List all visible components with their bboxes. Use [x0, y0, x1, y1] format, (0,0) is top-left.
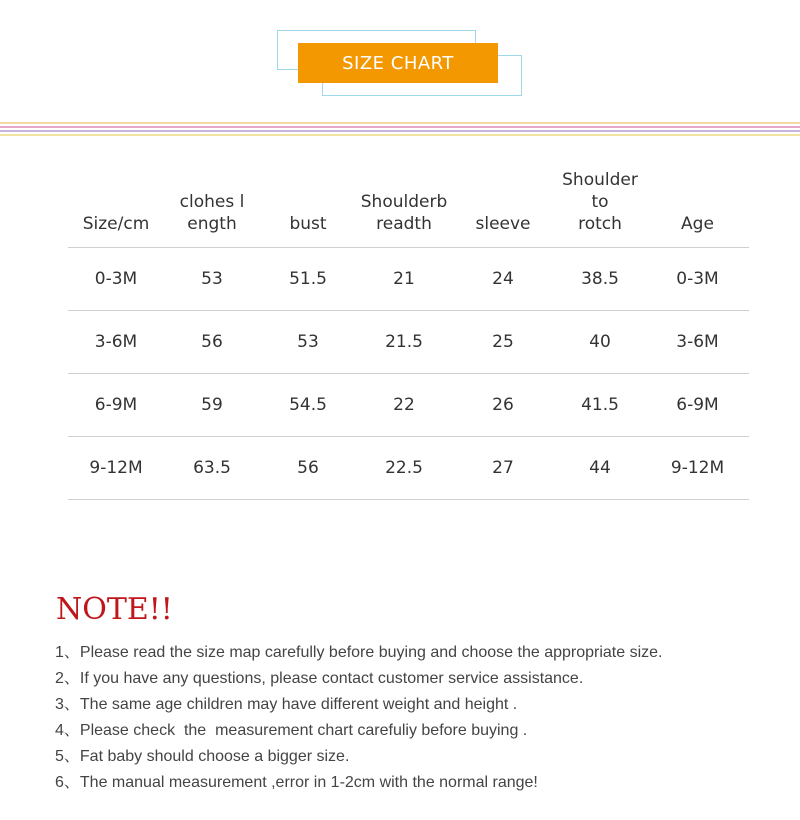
cell-sleeve: 27	[492, 458, 514, 478]
cell-size: 3-6M	[94, 332, 138, 352]
stripe-yellow	[0, 134, 800, 136]
size-chart-badge: SIZE CHART	[298, 43, 498, 83]
cell-clothes-length: 53	[201, 269, 223, 289]
header-shoulder-breadth: Shoulderb readth	[360, 192, 448, 234]
header-size: Size/cm	[82, 214, 150, 234]
cell-clothes-length: 59	[201, 395, 223, 415]
cell-bust: 53	[297, 332, 319, 352]
cell-shoulder-breadth: 22.5	[385, 458, 423, 478]
cell-shoulder-to-crotch: 41.5	[581, 395, 619, 415]
note-item: 5、Fat baby should choose a bigger size.	[55, 748, 350, 765]
note-item: 4、Please check the measurement chart carefuliy before buying .	[55, 722, 528, 739]
table-row	[68, 311, 749, 374]
header-shoulder-to-crotch: Shoulder to rotch	[562, 170, 638, 234]
note-item: 3、The same age children may have different weight and height .	[55, 696, 518, 713]
cell-age: 9-12M	[670, 458, 725, 478]
note-title: NOTE!!	[56, 592, 173, 627]
cell-sleeve: 24	[492, 269, 514, 289]
stripe-pink	[0, 126, 800, 128]
size-table	[68, 170, 749, 500]
cell-age: 0-3M	[676, 269, 719, 289]
cell-size: 9-12M	[89, 458, 143, 478]
cell-shoulder-breadth: 21	[393, 269, 415, 289]
table-row	[68, 374, 749, 437]
cell-clothes-length: 56	[201, 332, 223, 352]
cell-age: 3-6M	[676, 332, 719, 352]
table-header-row	[68, 170, 749, 248]
cell-sleeve: 26	[492, 395, 514, 415]
note-item: 2、If you have any questions, please contact customer service assistance.	[55, 670, 584, 687]
stripe-purple	[0, 130, 800, 132]
cell-sleeve: 25	[492, 332, 514, 352]
cell-size: 0-3M	[94, 269, 138, 289]
cell-bust: 54.5	[289, 395, 327, 415]
table-row	[68, 248, 749, 311]
cell-shoulder-breadth: 22	[393, 395, 415, 415]
cell-bust: 56	[297, 458, 319, 478]
cell-size: 6-9M	[94, 395, 138, 415]
note-item: 6、The manual measurement ,error in 1-2cm with the normal range!	[55, 774, 538, 791]
cell-age: 6-9M	[676, 395, 719, 415]
cell-shoulder-breadth: 21.5	[385, 332, 423, 352]
header-sleeve: sleeve	[475, 214, 531, 234]
cell-shoulder-to-crotch: 40	[589, 332, 611, 352]
cell-shoulder-to-crotch: 44	[589, 458, 611, 478]
header-bust: bust	[289, 214, 327, 234]
cell-bust: 51.5	[289, 269, 327, 289]
header-clothes-length: clohes l ength	[179, 192, 245, 234]
notes-list	[55, 640, 775, 796]
cell-clothes-length: 63.5	[193, 458, 231, 478]
table-row	[68, 437, 749, 500]
note-item: 1、Please read the size map carefully before buying and choose the appropriate size.	[55, 644, 663, 661]
stripe-orange	[0, 122, 800, 124]
cell-shoulder-to-crotch: 38.5	[581, 269, 619, 289]
header-age: Age	[681, 214, 714, 234]
